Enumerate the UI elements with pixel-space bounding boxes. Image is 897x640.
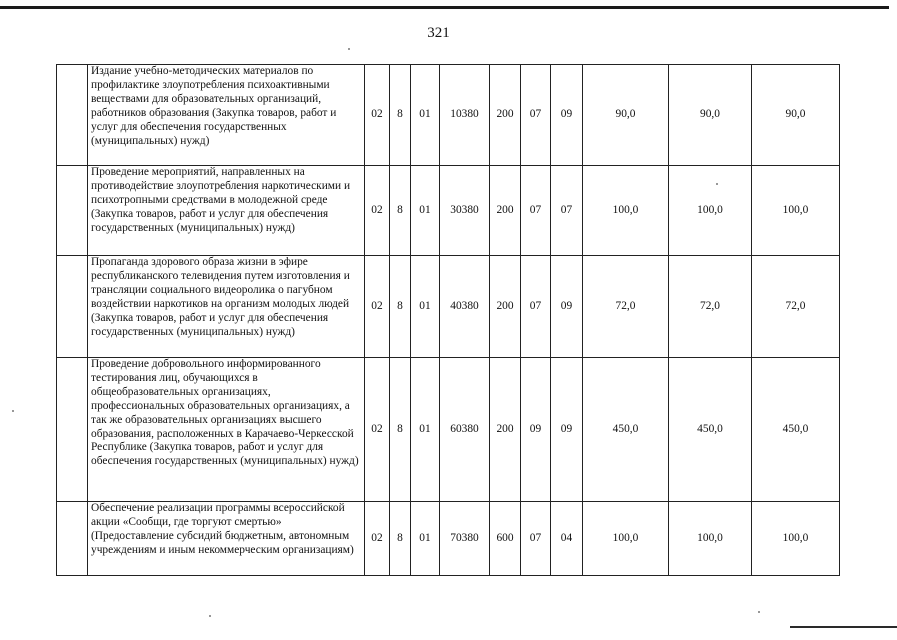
code-cell: 30380 — [440, 166, 490, 256]
code-cell: 02 — [365, 256, 390, 358]
top-rule — [0, 6, 889, 9]
code-cell: 8 — [390, 358, 411, 502]
amount-cell: 450,0 — [752, 358, 840, 502]
code-cell: 8 — [390, 502, 411, 576]
code-cell: 02 — [365, 502, 390, 576]
code-cell: 01 — [411, 65, 440, 166]
table-row — [57, 256, 840, 358]
code-cell: 600 — [490, 502, 521, 576]
amount-cell: 72,0 — [669, 256, 752, 358]
table-row — [57, 358, 840, 502]
scan-speck — [209, 615, 211, 617]
code-cell: 200 — [490, 65, 521, 166]
scan-speck — [758, 611, 760, 613]
description-cell: Проведение мероприятий, направленных на противодействие злоупотребления наркотическими и психотропными средствами в молодежной среде (Закупка товаров, работ и услуг для обеспечения государственных (муниципальных) нужд) — [88, 166, 365, 256]
code-cell: 02 — [365, 166, 390, 256]
code-cell: 8 — [390, 166, 411, 256]
amount-cell: 100,0 — [583, 502, 669, 576]
code-cell: 10380 — [440, 65, 490, 166]
table-row — [57, 166, 840, 256]
code-cell: 07 — [551, 166, 583, 256]
amount-cell: 100,0 — [752, 166, 840, 256]
scan-speck — [716, 183, 718, 185]
row-number-cell — [57, 65, 88, 166]
code-cell: 01 — [411, 166, 440, 256]
code-cell: 07 — [521, 166, 551, 256]
code-cell: 01 — [411, 256, 440, 358]
scan-speck — [12, 410, 14, 412]
code-cell: 01 — [411, 502, 440, 576]
code-cell: 09 — [551, 256, 583, 358]
code-cell: 8 — [390, 256, 411, 358]
code-cell: 8 — [390, 65, 411, 166]
code-cell: 07 — [521, 502, 551, 576]
code-cell: 09 — [521, 358, 551, 502]
code-cell: 200 — [490, 358, 521, 502]
amount-cell: 90,0 — [583, 65, 669, 166]
row-number-cell — [57, 502, 88, 576]
table-body — [57, 65, 840, 576]
row-number-cell — [57, 166, 88, 256]
code-cell: 60380 — [440, 358, 490, 502]
code-cell: 02 — [365, 65, 390, 166]
description-cell: Проведение добровольного информированного тестирования лиц, обучающихся в общеобразовательных организациях, профессиональных образовательных организациях, а так же образовательных организациях высшего образования, расположенных в Карачаево-Черкесской Республике (Закупка товаров, работ и услуг для обеспечения государственных (муниципальных) нужд) — [88, 358, 365, 502]
description-cell: Пропаганда здорового образа жизни в эфире республиканского телевидения путем изготовления и трансляции социального видеоролика о пагубном воздействии наркотиков на организм молодых людей (Закупка товаров, работ и услуг для обеспечения государственных (муниципальных) нужд) — [88, 256, 365, 358]
amount-cell: 450,0 — [669, 358, 752, 502]
code-cell: 07 — [521, 65, 551, 166]
code-cell: 200 — [490, 166, 521, 256]
table-row — [57, 65, 840, 166]
amount-cell: 90,0 — [752, 65, 840, 166]
code-cell: 09 — [551, 65, 583, 166]
code-cell: 09 — [551, 358, 583, 502]
amount-cell: 100,0 — [583, 166, 669, 256]
row-number-cell — [57, 358, 88, 502]
description-cell: Обеспечение реализации программы всероссийской акции «Сообщи, где торгуют смертью» (Предоставление субсидий бюджетным, автономным учреждениям и иным некоммерческим организациям) — [88, 502, 365, 576]
amount-cell: 100,0 — [669, 502, 752, 576]
budget-table — [56, 64, 840, 576]
code-cell: 07 — [521, 256, 551, 358]
code-cell: 01 — [411, 358, 440, 502]
page-number: 321 — [427, 25, 450, 41]
amount-cell: 100,0 — [669, 166, 752, 256]
scan-speck — [348, 48, 350, 50]
amount-cell: 100,0 — [752, 502, 840, 576]
bottom-rule — [790, 626, 897, 628]
amount-cell: 450,0 — [583, 358, 669, 502]
code-cell: 40380 — [440, 256, 490, 358]
table-row — [57, 502, 840, 576]
code-cell: 02 — [365, 358, 390, 502]
code-cell: 04 — [551, 502, 583, 576]
amount-cell: 90,0 — [669, 65, 752, 166]
description-cell: Издание учебно-методических материалов по профилактике злоупотребления психоактивными веществами для образовательных организаций, работников образования (Закупка товаров, работ и услуг для обеспечения государственных (муниципальных) нужд) — [88, 65, 365, 166]
amount-cell: 72,0 — [752, 256, 840, 358]
amount-cell: 72,0 — [583, 256, 669, 358]
code-cell: 200 — [490, 256, 521, 358]
row-number-cell — [57, 256, 88, 358]
code-cell: 70380 — [440, 502, 490, 576]
